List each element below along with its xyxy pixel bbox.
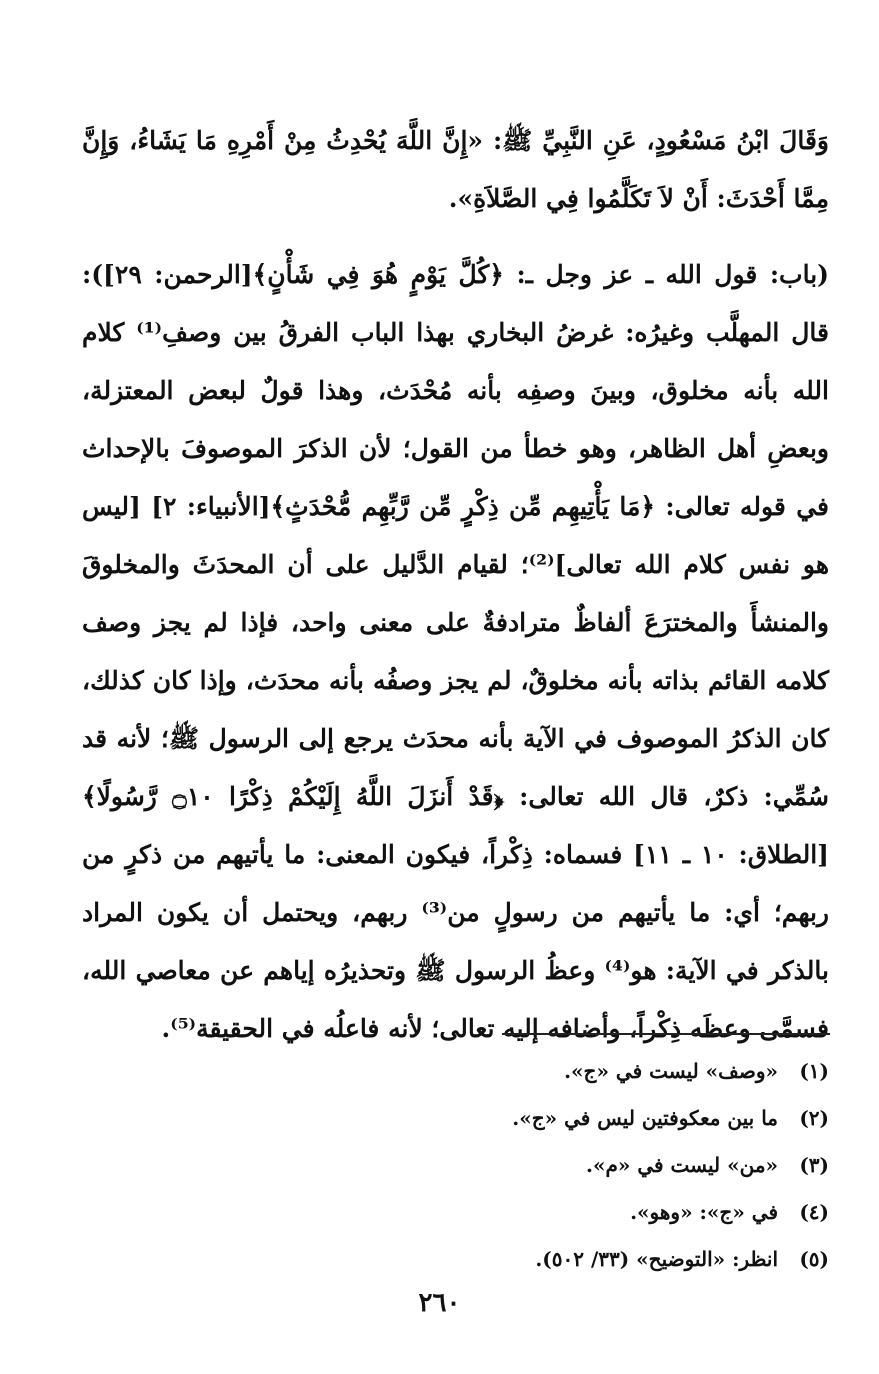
- footnote-text: «وصف» ليست في «ج».: [564, 1059, 779, 1083]
- hadith-paragraph: وَقَالَ ابْنُ مَسْعُودٍ، عَنِ النَّبِيِّ ﷺ: «إِنَّ اللَّهَ يُحْدِثُ مِنْ أَمْرِهِ مَا يَشَاءُ، وَإِنَّ مِمَّا أَحْدَثَ: أَنْ لاَ تَكَلَّمُوا فِي الصَّلاَةِ».: [82, 126, 829, 213]
- footnote-number: (٤): [799, 1200, 829, 1224]
- footnote-text: في «ج»: «وهو».: [630, 1200, 779, 1224]
- footnote-number: (١): [799, 1059, 829, 1083]
- footnote-item: [69, 1048, 829, 1095]
- footnote-item: [69, 1142, 829, 1189]
- footnote-text: «من» ليست في «م».: [586, 1153, 779, 1177]
- footnote-number: (٣): [799, 1153, 829, 1177]
- page-number: ٢٦٠: [418, 1288, 461, 1318]
- footnote-number: (٥): [799, 1247, 829, 1271]
- footnote-number: (٢): [799, 1106, 829, 1130]
- footnote-item: [69, 1095, 829, 1142]
- footnote-text: ما بين معكوفتين ليس في «ج».: [512, 1106, 779, 1130]
- footnote-item: [69, 1189, 829, 1236]
- footnote-item: [69, 1236, 829, 1283]
- main-text: [82, 112, 829, 1058]
- footnote-text: انظر: «التوضيح» (٣٣/ ٥٠٢).: [535, 1247, 779, 1271]
- footnote-separator: [502, 1033, 830, 1035]
- commentary-paragraph: (باب: قول الله ـ عز وجل ـ: ﴿كُلَّ يَوْمٍ هُوَ فِي شَأْنٍ﴾[الرحمن: ٢٩]): قال المهلَّب وغيرُه: غرضُ البخاري بهذا الباب الفرقُ بين وصفِ⁽¹⁾ كلام الله بأنه مخلوق، وبينَ وصفِه بأنه مُحْدَث، وهذا قولٌ لبعض المعتزلة، وبعضِ أهل الظاهر، وهو خطأ من القول؛ لأن الذكرَ الموصوفَ بالإحداث في قوله تعالى: ﴿مَا يَأْتِيهِم مِّن ذِكْرٍ مِّن رَّبِّهِم مُّحْدَثٍ﴾[الأنبياء: ٢] [ليس هو نفس كلام الله تعالى]⁽²⁾؛ لقيام الدَّليل على أن المحدَثَ والمخلوقَ والمنشأَ والمخترَعَ ألفاظٌ مترادفةٌ على معنى واحد، فإذا لم يجز وصف كلامه القائم بذاته بأنه مخلوقٌ، لم يجز وصفُه بأنه محدَث، وإذا كان كذلك، كان الذكرُ الموصوف في الآية بأنه محدَث يرجع إلى الرسول ﷺ؛ لأنه قد سُمِّي: ذكرٌ، قال الله تعالى: ﴿قَدْ أَنزَلَ اللَّهُ إِلَيْكُمْ ذِكْرًا ۝١٠ رَّسُولًا﴾[الطلاق: ١٠ ـ ١١] فسماه: ذِكْراً، فيكون المعنى: ما يأتيهم من ذكرٍ من ربهم؛ أي: ما يأتيهم من رسولٍ من⁽³⁾ ربهم، ويحتمل أن يكون المراد بالذكر في الآية: هو⁽⁴⁾ وعظُ الرسول ﷺ وتحذيرُه إياهم عن معاصي الله، فسمَّى وعظَه ذِكْراً، وأضافه إليه تعالى؛ لأنه فاعلُه في الحقيقة⁽⁵⁾.: [82, 260, 829, 1043]
- footnotes-list: [69, 1048, 829, 1283]
